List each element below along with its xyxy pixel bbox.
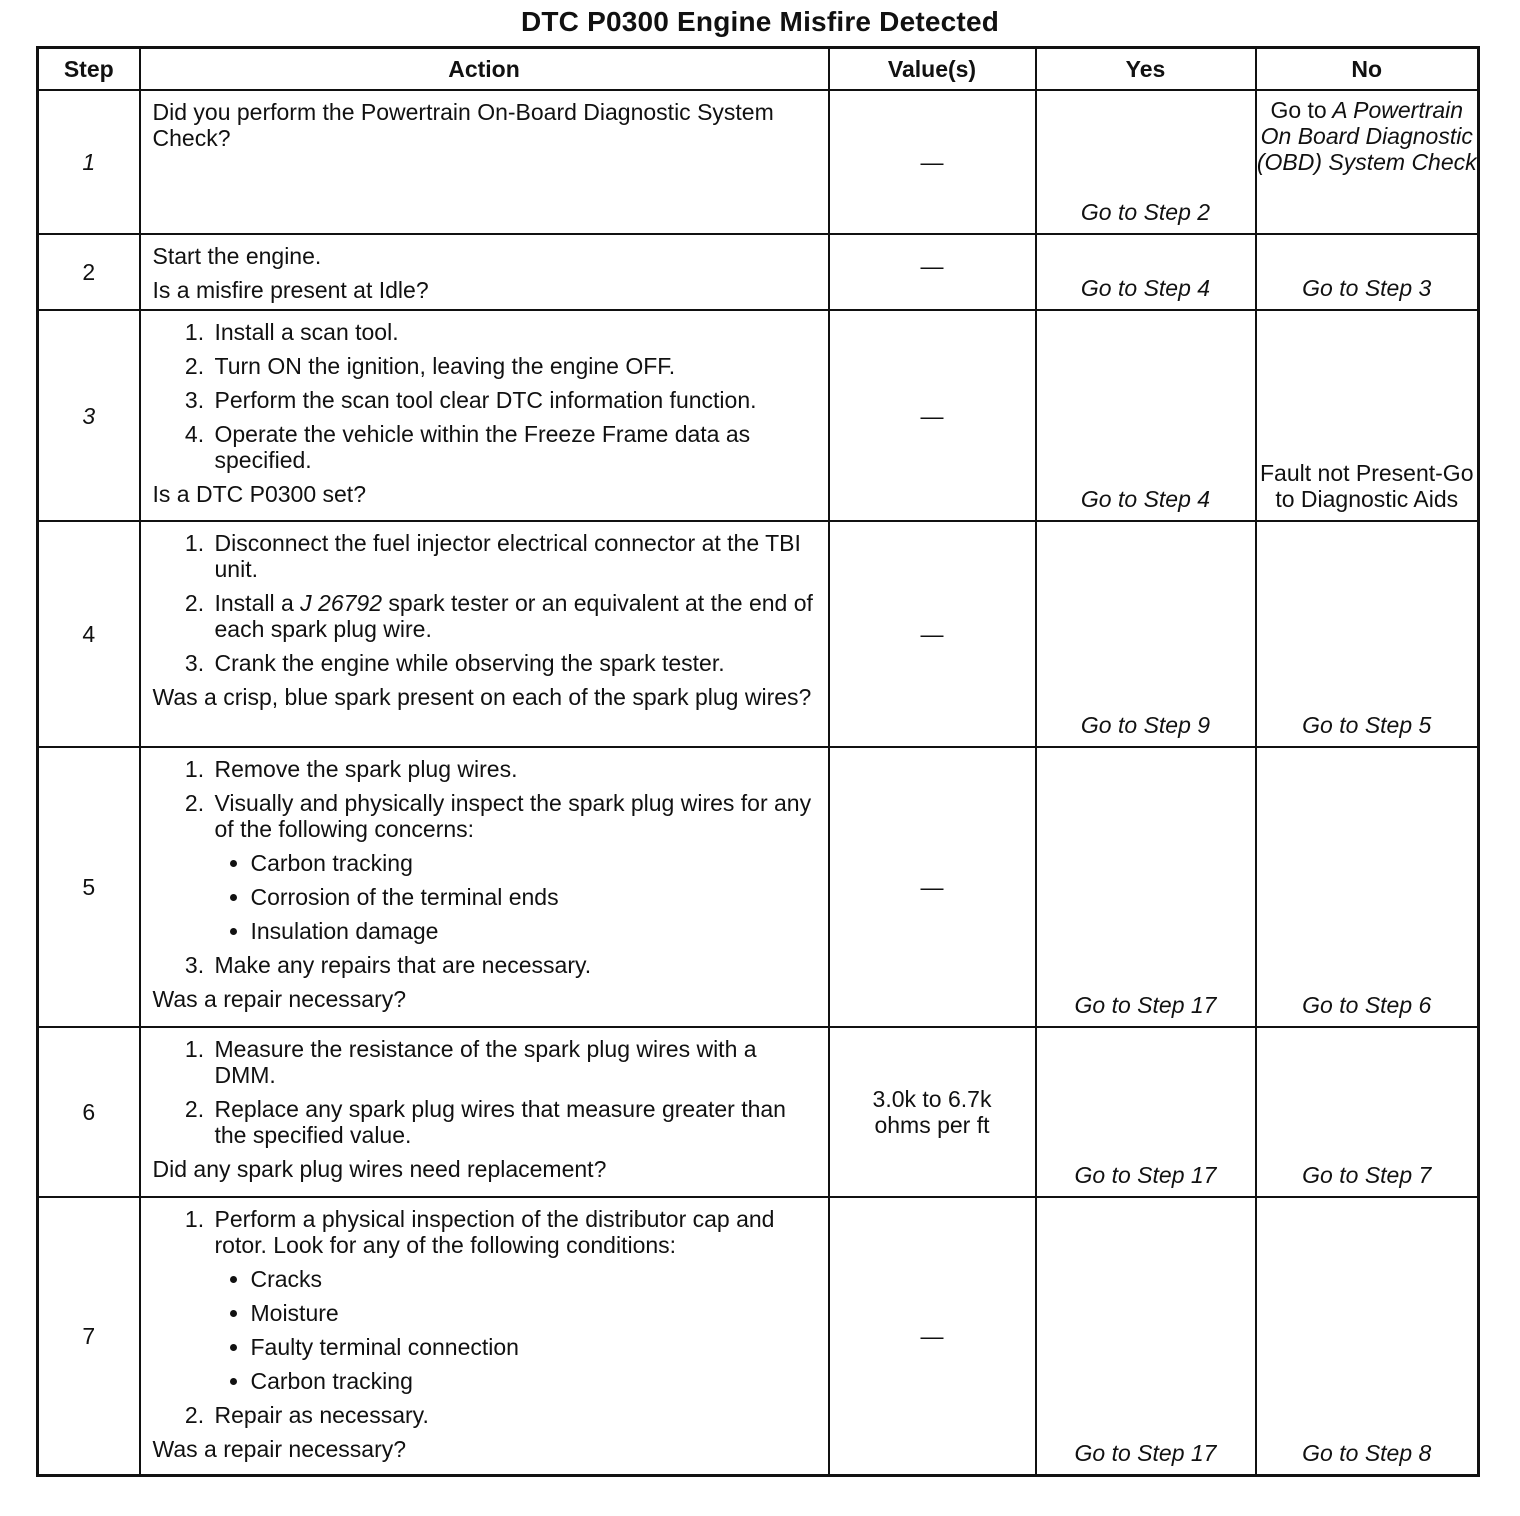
action-question: Was a repair necessary? — [152, 986, 407, 1012]
table-row — [38, 310, 1479, 521]
action-list — [153, 530, 818, 676]
yes-cell: Go to Step 9 — [1036, 521, 1256, 747]
action-question: Did you perform the Powertrain On-Board Diagnostic System Check? — [152, 99, 774, 151]
action-item: 3. Perform the scan tool clear DTC information function. — [211, 387, 818, 413]
table-header-row — [38, 48, 1479, 91]
table-row — [38, 747, 1479, 1027]
bullet-item: • Corrosion of the terminal ends — [251, 884, 818, 910]
action-instruction: Start the engine. — [152, 243, 322, 269]
value-cell: — — [829, 747, 1036, 1027]
action-cell — [140, 521, 829, 747]
action-item: 1. Measure the resistance of the spark plug wires with a DMM. — [211, 1036, 818, 1088]
header-no: No — [1256, 48, 1479, 91]
action-item-text: Perform a physical inspection of the distributor cap and rotor. Look for any of the following conditions: — [214, 1206, 775, 1258]
bullet-item: • Cracks — [251, 1266, 818, 1292]
action-cell — [140, 1197, 829, 1475]
step-number: 5 — [38, 747, 140, 1027]
no-cell: Go to Step 5 — [1256, 521, 1479, 747]
step-number: 2 — [38, 234, 140, 310]
value-cell: — — [829, 521, 1036, 747]
action-item: 1. Remove the spark plug wires. — [211, 756, 818, 782]
text-fragment: spark tester or an equivalent at the end of each spark plug wire. — [214, 590, 813, 642]
action-list — [153, 1036, 818, 1148]
no-cell: Go to Step 8 — [1256, 1197, 1479, 1475]
action-item: 2. Replace any spark plug wires that measure greater than the specified value. — [211, 1096, 818, 1148]
action-item: 4. Operate the vehicle within the Freeze Frame data as specified. — [211, 421, 818, 473]
value-cell: 3.0k to 6.7k ohms per ft — [829, 1027, 1036, 1197]
step-number: 6 — [38, 1027, 140, 1197]
no-reference: A Powertrain On Board Diagnostic (OBD) System Check — [1256, 97, 1477, 175]
bullet-item: • Moisture — [251, 1300, 818, 1326]
action-item: 1. Install a scan tool. — [211, 319, 818, 345]
action-list — [153, 756, 818, 978]
no-cell: Go to Step 6 — [1256, 747, 1479, 1027]
action-question: Is a DTC P0300 set? — [152, 481, 366, 507]
no-cell: Go to Step 3 — [1256, 234, 1479, 310]
value-cell: — — [829, 90, 1036, 234]
table-row — [38, 1027, 1479, 1197]
action-question: Was a crisp, blue spark present on each of the spark plug wires? — [152, 684, 812, 710]
table-row — [38, 1197, 1479, 1475]
step-number: 4 — [38, 521, 140, 747]
bullet-item: • Faulty terminal connection — [251, 1334, 818, 1360]
no-cell: Go to Step 7 — [1256, 1027, 1479, 1197]
action-cell — [140, 90, 829, 234]
bullet-item: • Carbon tracking — [251, 1368, 818, 1394]
header-values: Value(s) — [829, 48, 1036, 91]
yes-cell: Go to Step 4 — [1036, 310, 1256, 521]
concern-list — [215, 850, 818, 944]
tool-reference: J 26792 — [300, 590, 383, 616]
table-row — [38, 521, 1479, 747]
action-item — [211, 590, 818, 642]
action-item: 2. Turn ON the ignition, leaving the engine OFF. — [211, 353, 818, 379]
table-row — [38, 90, 1479, 234]
yes-cell: Go to Step 4 — [1036, 234, 1256, 310]
action-item — [211, 790, 818, 944]
action-list — [153, 319, 818, 473]
yes-cell: Go to Step 17 — [1036, 1027, 1256, 1197]
action-item: 1. Disconnect the fuel injector electrical connector at the TBI unit. — [211, 530, 818, 582]
action-question: Was a repair necessary? — [152, 1436, 407, 1462]
action-item-text: Visually and physically inspect the spark plug wires for any of the following concerns: — [214, 790, 812, 842]
bullet-item: • Insulation damage — [251, 918, 818, 944]
header-action: Action — [140, 48, 829, 91]
bullet-item: • Carbon tracking — [251, 850, 818, 876]
table-row — [38, 234, 1479, 310]
no-cell: Fault not Present-Go to Diagnostic Aids — [1256, 310, 1479, 521]
header-step: Step — [38, 48, 140, 91]
diagnostic-table — [36, 46, 1480, 1477]
action-item — [211, 1206, 818, 1394]
action-question: Did any spark plug wires need replacement? — [152, 1156, 607, 1182]
step-number: 3 — [38, 310, 140, 521]
action-cell — [140, 747, 829, 1027]
header-yes: Yes — [1036, 48, 1256, 91]
no-prefix: Go to — [1270, 97, 1327, 123]
step-number: 1 — [38, 90, 140, 234]
page-title: DTC P0300 Engine Misfire Detected — [520, 6, 1000, 37]
condition-list — [215, 1266, 818, 1394]
action-item: 2. Repair as necessary. — [211, 1402, 818, 1428]
value-cell: — — [829, 310, 1036, 521]
value-cell: — — [829, 234, 1036, 310]
value-cell: — — [829, 1197, 1036, 1475]
yes-cell: Go to Step 17 — [1036, 747, 1256, 1027]
step-number: 7 — [38, 1197, 140, 1475]
yes-cell: Go to Step 17 — [1036, 1197, 1256, 1475]
action-cell — [140, 1027, 829, 1197]
action-cell — [140, 234, 829, 310]
yes-cell: Go to Step 2 — [1036, 90, 1256, 234]
action-item: 3. Crank the engine while observing the spark tester. — [211, 650, 818, 676]
action-question: Is a misfire present at Idle? — [152, 277, 429, 303]
action-cell — [140, 310, 829, 521]
action-list — [153, 1206, 818, 1428]
no-cell — [1256, 90, 1479, 234]
text-fragment: Install a — [214, 590, 301, 616]
action-item: 3. Make any repairs that are necessary. — [211, 952, 818, 978]
